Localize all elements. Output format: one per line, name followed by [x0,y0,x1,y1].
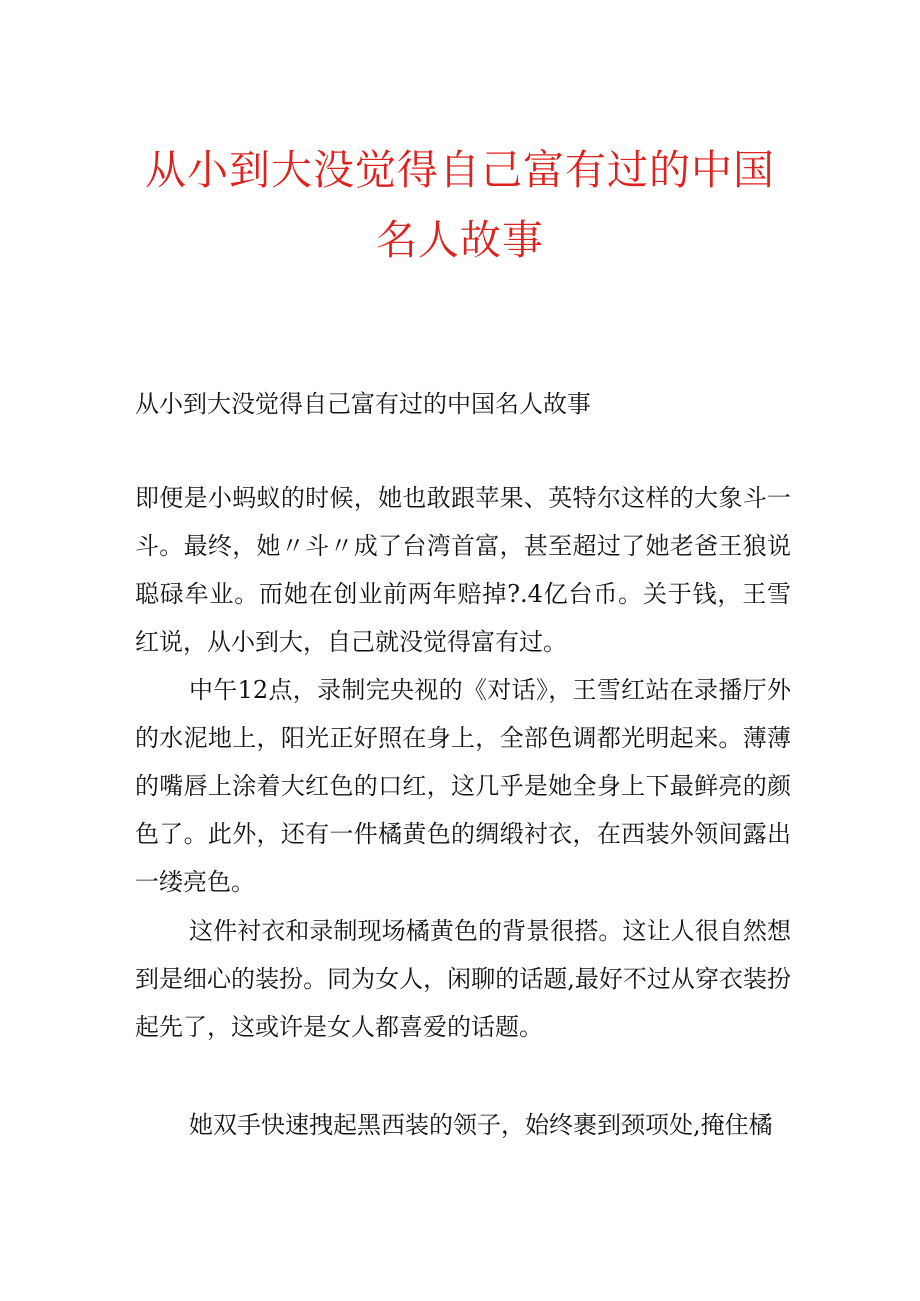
document-title-line-2: 名人故事 [376,216,544,264]
paragraph-2: 中午12点，录制完央视的《对话》，王雪红站在录播厅外的水泥地上，阳光正好照在身上，全部色调都光明起来。薄薄的嘴唇上涂着大红色的口红，这几乎是她全身上下最鲜亮的颜色了。此外，还有一件橘黄色的绸缎衬衣，在西装外领间露出一缕亮色。 [135,676,791,896]
document-subtitle: 从小到大没觉得自己富有过的中国名人故事 [135,390,591,418]
paragraph-1: 即便是小蚂蚁的时候，她也敢跟苹果、英特尔这样的大象斗一斗。最终，她〃斗〃成了台湾首富，甚至超过了她老爸王狼说聪碌牟业。而她在创业前两年赔掉?.4亿台币。关于钱，王雪红说，从小到大，自己就没觉得富有过。 [135,484,791,656]
document-title-line-1: 从小到大没觉得自己富有过的中国 [145,146,775,194]
paragraph-4: 她双手快速拽起黑西装的领子，始终裹到颈项处,掩住橘 [189,1111,773,1139]
paragraph-3: 这件衬衣和录制现场橘黄色的背景很搭。这让人很自然想到是细心的装扮。同为女人，闲聊的话题,最好不过从穿衣装扮起先了，这或许是女人都喜爱的话题。 [135,917,791,1041]
